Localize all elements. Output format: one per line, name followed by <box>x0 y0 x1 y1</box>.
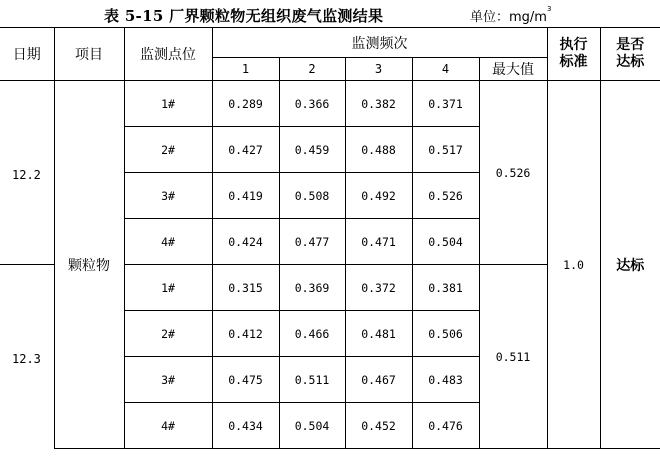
table-caption <box>0 0 660 27</box>
value-cell: 0.382 <box>345 81 412 127</box>
date-column <box>0 81 54 449</box>
header-monitoring-frequency: 监测频次 <box>212 28 547 58</box>
header-freq-2: 2 <box>279 58 345 81</box>
value-cell: 0.471 <box>345 219 412 265</box>
value-cell: 0.504 <box>412 219 479 265</box>
value-cell: 0.488 <box>345 127 412 173</box>
header-monitoring-point: 监测点位 <box>124 28 212 81</box>
monitoring-results-table <box>0 27 660 449</box>
value-cell: 0.466 <box>279 311 345 357</box>
header-freq-3: 3 <box>345 58 412 81</box>
unit-text: 单位：mg/m <box>470 10 547 25</box>
value-cell: 0.452 <box>345 403 412 449</box>
table-title: 表 5-15 厂界颗粒物无组织废气监测结果 <box>104 7 384 25</box>
header-freq-1: 1 <box>212 58 279 81</box>
compliance-value-cell: 达标 <box>600 81 660 449</box>
value-cell: 0.369 <box>279 265 345 311</box>
unit-superscript: 3 <box>546 5 552 13</box>
value-cell: 0.483 <box>412 357 479 403</box>
header-compliance-line2: 达标 <box>616 54 645 70</box>
value-cell: 0.517 <box>412 127 479 173</box>
value-cell: 0.366 <box>279 81 345 127</box>
value-cell: 0.511 <box>279 357 345 403</box>
header-max: 最大值 <box>479 58 547 81</box>
header-compliance-line1: 是否 <box>616 37 645 53</box>
header-item: 项目 <box>54 28 124 81</box>
header-standard <box>547 28 600 81</box>
value-cell: 0.476 <box>412 403 479 449</box>
header-freq-4: 4 <box>412 58 479 81</box>
value-cell: 0.492 <box>345 173 412 219</box>
value-cell: 0.477 <box>279 219 345 265</box>
value-cell: 0.475 <box>212 357 279 403</box>
date-value: 12.2 <box>12 168 41 182</box>
date-value: 12.3 <box>12 352 41 366</box>
value-cell: 0.412 <box>212 311 279 357</box>
standard-value-cell: 1.0 <box>547 81 600 449</box>
header-standard-line2: 标准 <box>559 54 588 70</box>
point-cell: 2# <box>124 127 212 173</box>
unit-label <box>470 6 551 25</box>
header-date: 日期 <box>0 28 54 81</box>
value-cell: 0.434 <box>212 403 279 449</box>
value-cell: 0.459 <box>279 127 345 173</box>
value-cell: 0.381 <box>412 265 479 311</box>
point-cell: 2# <box>124 311 212 357</box>
max-value-cell: 0.526 <box>479 81 547 265</box>
value-cell: 0.506 <box>412 311 479 357</box>
value-cell: 0.419 <box>212 173 279 219</box>
point-cell: 4# <box>124 219 212 265</box>
value-cell: 0.315 <box>212 265 279 311</box>
value-cell: 0.289 <box>212 81 279 127</box>
value-cell: 0.371 <box>412 81 479 127</box>
value-cell: 0.427 <box>212 127 279 173</box>
header-compliance <box>600 28 660 81</box>
value-cell: 0.481 <box>345 311 412 357</box>
value-cell: 0.526 <box>412 173 479 219</box>
value-cell: 0.424 <box>212 219 279 265</box>
header-row-1 <box>0 28 660 58</box>
header-standard-line1: 执行 <box>559 37 588 53</box>
point-cell: 1# <box>124 265 212 311</box>
value-cell: 0.467 <box>345 357 412 403</box>
table-row <box>0 81 660 127</box>
value-cell: 0.372 <box>345 265 412 311</box>
max-value-cell: 0.511 <box>479 265 547 449</box>
date-divider <box>0 264 54 265</box>
point-cell: 1# <box>124 81 212 127</box>
item-name: 颗粒物 <box>54 81 124 449</box>
value-cell: 0.508 <box>279 173 345 219</box>
point-cell: 3# <box>124 357 212 403</box>
point-cell: 3# <box>124 173 212 219</box>
value-cell: 0.504 <box>279 403 345 449</box>
point-cell: 4# <box>124 403 212 449</box>
